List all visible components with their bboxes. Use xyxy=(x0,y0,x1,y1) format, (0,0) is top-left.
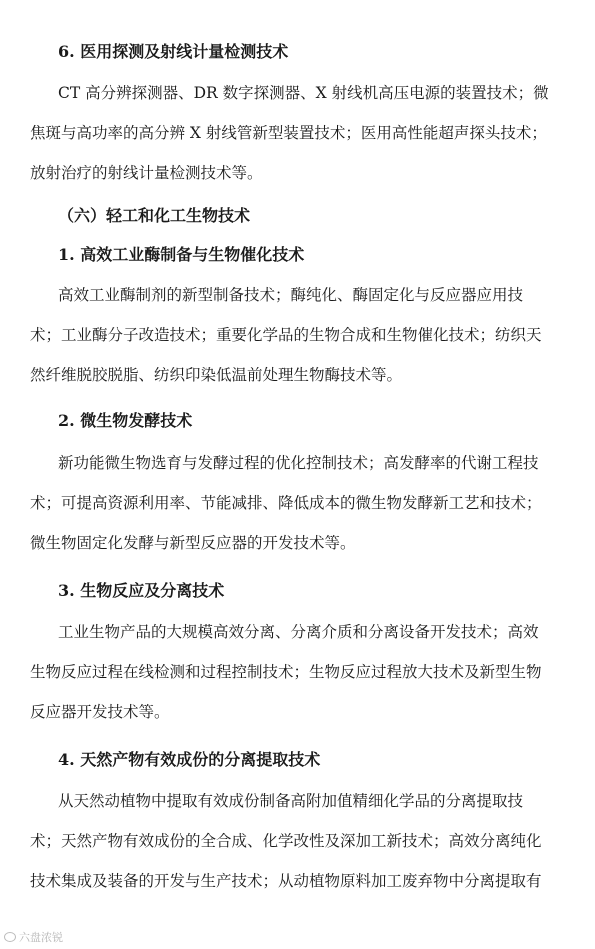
heading-item-1: 1. 高效工业酶制备与生物催化技术 xyxy=(58,245,305,264)
heading-item-4: 4. 天然产物有效成份的分离提取技术 xyxy=(58,750,321,769)
paragraph-line: 术；可提高资源利用率、节能减排、降低成本的微生物发酵新工艺和技术； xyxy=(30,494,542,512)
paragraph-line: 反应器开发技术等。 xyxy=(30,703,170,721)
heading-item-6: 6. 医用探测及射线计量检测技术 xyxy=(58,42,289,61)
paragraph-line: 放射治疗的射线计量检测技术等。 xyxy=(30,164,263,182)
paragraph-item-4 xyxy=(30,781,568,901)
paragraph-line: 焦斑与高功率的高分辨 X 射线管新型装置技术；医用高性能超声探头技术； xyxy=(30,124,547,142)
paragraph-line: 工业生物产品的大规模高效分离、分离介质和分离设备开发技术；高效 xyxy=(58,623,539,641)
paragraph-line: 高效工业酶制剂的新型制备技术；酶纯化、酶固定化与反应器应用技 xyxy=(58,286,524,304)
heading-item-3: 3. 生物反应及分离技术 xyxy=(58,581,225,600)
paragraph-line: 从天然动植物中提取有效成份制备高附加值精细化学品的分离提取技 xyxy=(58,792,524,810)
heading-item-2: 2. 微生物发酵技术 xyxy=(58,411,193,430)
section-heading-6: （六）轻工和化工生物技术 xyxy=(58,206,251,225)
paragraph-item-2 xyxy=(30,443,568,563)
paragraph-item-6 xyxy=(30,73,568,193)
paragraph-item-1 xyxy=(30,275,568,395)
paragraph-line: 新功能微生物选育与发酵过程的优化控制技术；高发酵率的代谢工程技 xyxy=(58,454,539,472)
paragraph-line: 生物反应过程在线检测和过程控制技术；生物反应过程放大技术及新型生物 xyxy=(30,663,542,681)
watermark xyxy=(4,929,63,945)
paragraph-item-3 xyxy=(30,612,568,732)
paragraph-line: 术；工业酶分子改造技术；重要化学品的生物合成和生物催化技术；纺织天 xyxy=(30,326,542,344)
watermark-logo-icon xyxy=(4,932,16,942)
paragraph-line: CT 高分辨探测器、DR 数字探测器、X 射线机高压电源的装置技术；微 xyxy=(58,84,549,102)
watermark-text: 六盘浓锐 xyxy=(19,931,63,944)
paragraph-line: 技术集成及装备的开发与生产技术；从动植物原料加工废弃物中分离提取有 xyxy=(30,872,542,890)
paragraph-line: 然纤维脱胶脱脂、纺织印染低温前处理生物酶技术等。 xyxy=(30,366,403,384)
paragraph-line: 术；天然产物有效成份的全合成、化学改性及深加工新技术；高效分离纯化 xyxy=(30,832,542,850)
paragraph-line: 微生物固定化发酵与新型反应器的开发技术等。 xyxy=(30,534,356,552)
